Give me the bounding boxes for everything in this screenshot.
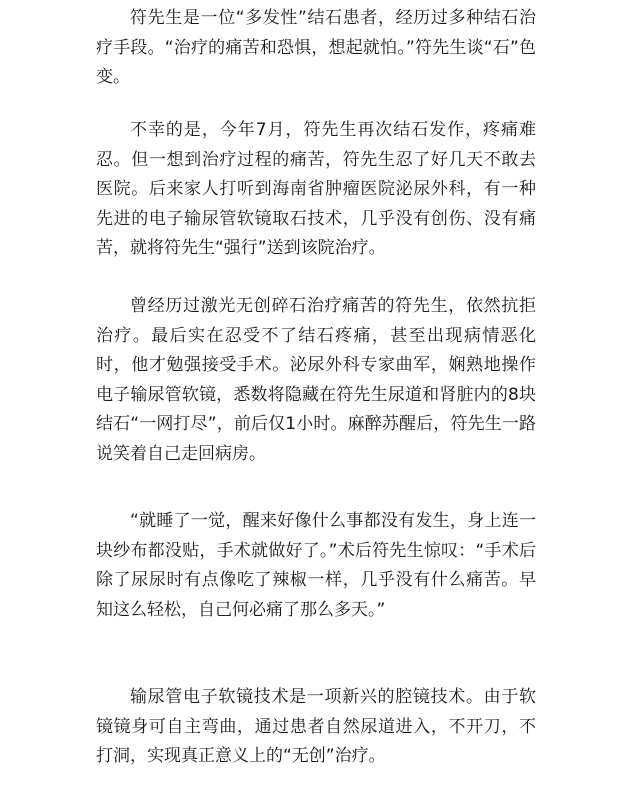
paragraph-1: 符先生是一位“多发性”结石患者，经历过多种结石治疗手段。“治疗的痛苦和恐惧，想起就怕。”符先生谈“石”色变。 xyxy=(96,8,536,87)
paragraph-2: 不幸的是，今年7月，符先生再次结石发作，疼痛难忍。但一想到治疗过程的痛苦，符先生忍了好几天不敢去医院。后来家人打听到海南省肿瘤医院泌尿外科，有一种先进的电子输尿管软镜取石技术，几乎没有创伤、没有痛苦，就将符先生“强行”送到该院治疗。 xyxy=(96,120,536,258)
paragraph-5: 输尿管电子软镜技术是一项新兴的腔镜技术。由于软镜镜身可自主弯曲，通过患者自然尿道进入，不开刀，不打洞，实现真正意义上的“无创”治疗。 xyxy=(96,687,536,766)
paragraph-3: 曾经历过激光无创碎石治疗痛苦的符先生，依然抗拒治疗。最后实在忍受不了结石疼痛，甚至出现病情恶化时，他才勉强接受手术。泌尿外科专家曲军，娴熟地操作电子输尿管软镜，悉数将隐藏在符先生尿道和肾脏内的8块结石“一网打尽”，前后仅1小时。麻醉苏醒后，符先生一路说笑着自己走回病房。 xyxy=(96,296,536,464)
paragraph-4: “就睡了一觉，醒来好像什么事都没有发生，身上连一块纱布都没贴，手术就做好了。”术后符先生惊叹：“手术后除了尿尿时有点像吃了辣椒一样，几乎没有什么痛苦。早知这么轻松，自己何必痛了那么多天。” xyxy=(96,511,536,620)
